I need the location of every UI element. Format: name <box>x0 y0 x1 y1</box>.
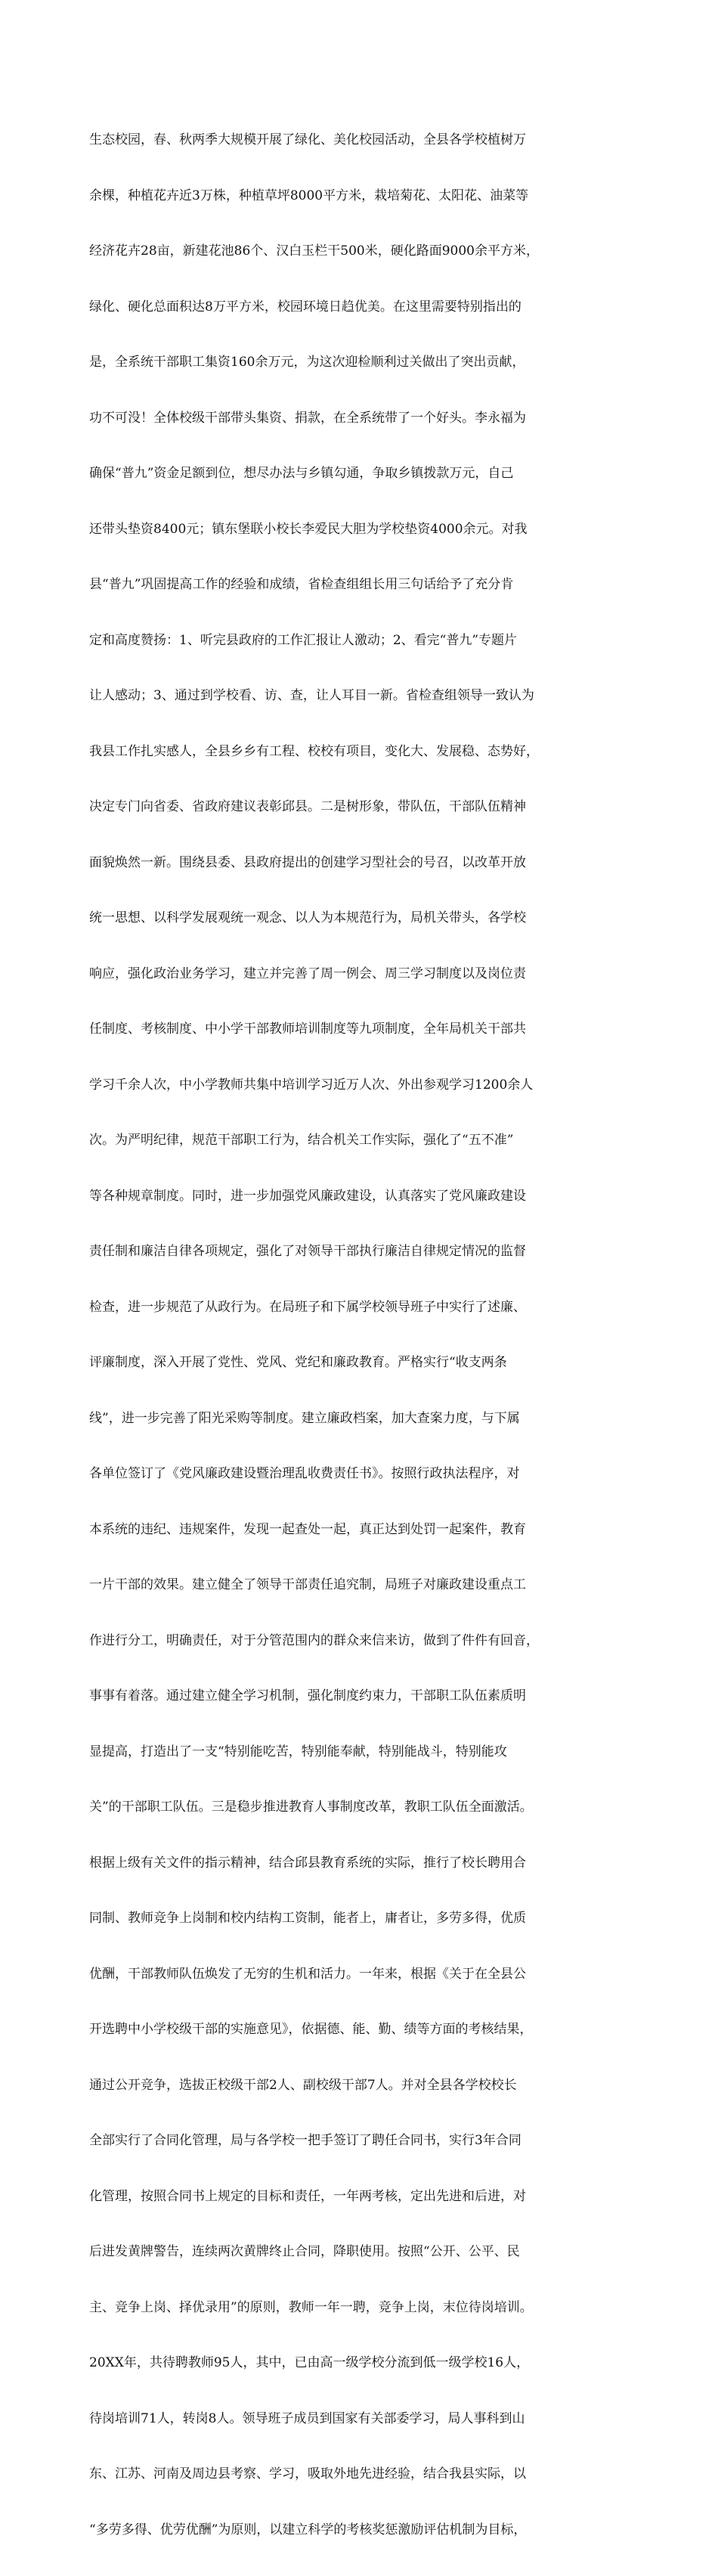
text-line: 我县工作扎实感人，全县乡乡有工程、校校有项目，变化大、发展稳、态势好， <box>89 743 539 759</box>
text-line: 全部实行了合同化管理，局与各学校一把手签订了聘任合同书，实行3年合同 <box>89 2133 521 2148</box>
text-line: “多劳多得、优劳优酬”为原则，以建立科学的考核奖惩激励评估机制为目标， <box>89 2522 527 2537</box>
text-line: 等各种规章制度。同时，进一步加强党风廉政建设，认真落实了党风廉政建设 <box>89 1188 526 1204</box>
text-line: 化管理，按照合同书上规定的目标和责任，一年两考核，定出先进和后进，对 <box>89 2188 526 2204</box>
text-line: 开选聘中小学校级干部的实施意见》，依据德、能、勤、绩等方面的考核结果， <box>89 2022 533 2037</box>
text-line: 责任制和廉洁自律各项规定，强化了对领导干部执行廉洁自律规定情况的监督 <box>89 1244 526 1259</box>
text-line: 绿化、硬化总面积达8万平方米，校园环境日趋优美。在这里需要特别指出的 <box>89 299 521 315</box>
text-line: 主、竞争上岗、择优录用”的原则，教师一年一聘，竞争上岗，末位待岗培训。 <box>89 2299 533 2315</box>
text-line: 统一思想、以科学发展观统一观念、以人为本规范行为，局机关带头，各学校 <box>89 910 526 925</box>
text-line: 关”的干部职工队伍。三是稳步推进教育人事制度改革，教职工队伍全面激活。 <box>89 1799 533 1815</box>
text-line: 还带头垫资8400元；镇东堡联小校长李爱民大胆为学校垫资4000余元。对我 <box>89 521 528 537</box>
text-line: 一片干部的效果。建立健全了领导干部责任追究制，局班子对廉政建设重点工 <box>89 1577 526 1592</box>
text-line: 是，全系统干部职工集资160余万元，为这次迎检顺利过关做出了突出贡献， <box>89 355 525 370</box>
text-line: 确保“普九”资金足额到位，想尽办法与乡镇勾通，争取乡镇拨款万元，自己 <box>89 466 514 481</box>
text-line: 待岗培训71人，转岗8人。领导班子成员到国家有关部委学习，局人事科到山 <box>89 2410 525 2426</box>
text-line: 同制、教师竞争上岗制和校内结构工资制，能者上，庸者让，多劳多得，优质 <box>89 1911 526 1926</box>
text-line: 后进发黄牌警告，连续两次黄牌终止合同，降职使用。按照“公开、公平、民 <box>89 2244 520 2259</box>
text-line: 县“普九”巩固提高工作的经验和成绩，省检查组组长用三句话给予了充分肯 <box>89 577 514 592</box>
text-line: 20XX年，共待聘教师95人，其中，已由高一级学校分流到低一级学校16人， <box>89 2355 530 2370</box>
text-line: 次。为严明纪律，规范干部职工行为，结合机关工作实际，强化了“五不准” <box>89 1133 514 1148</box>
text-line: 评廉制度，深入开展了党性、党风、党纪和廉政教育。严格实行“收支两条 <box>89 1355 507 1370</box>
text-line: 本系统的违纪、违规案件，发现一起查处一起，真正达到处罚一起案件，教育 <box>89 1521 526 1537</box>
text-line: 面貌焕然一新。围绕县委、县政府提出的创建学习型社会的号召，以改革开放 <box>89 854 526 870</box>
text-line: 各单位签订了《党风廉政建设暨治理乱收费责任书》。按照行政执法程序，对 <box>89 1466 520 1481</box>
text-line: 任制度、考核制度、中小学干部教师培训制度等九项制度，全年局机关干部共 <box>89 1021 526 1037</box>
text-line: 检查，进一步规范了从政行为。在局班子和下属学校领导班子中实行了述廉、 <box>89 1299 526 1315</box>
text-line: 线”，进一步完善了阳光采购等制度。建立廉政档案，加大查案力度，与下属 <box>89 1410 520 1426</box>
text-line: 学习千余人次，中小学教师共集中培训学习近万人次、外出参观学习1200余人 <box>89 1077 534 1093</box>
text-line: 经济花卉28亩，新建花池86个、汉白玉栏干500米，硬化路面9000余平方米， <box>89 243 539 259</box>
text-line: 根据上级有关文件的指示精神，结合邱县教育系统的实际，推行了校长聘用合 <box>89 1855 526 1871</box>
text-line: 让人感动；3、通过到学校看、访、查，让人耳目一新。省检查组领导一致认为 <box>89 688 534 703</box>
text-line: 优酬，干部教师队伍焕发了无穷的生机和活力。一年来，根据《关于在全县公 <box>89 1966 526 1982</box>
text-line: 响应，强化政治业务学习，建立并完善了周一例会、周三学习制度以及岗位责 <box>89 966 526 981</box>
text-line: 功不可没！全体校级干部带头集资、捐款，在全系统带了一个好头。李永福为 <box>89 410 526 426</box>
text-line: 定和高度赞扬：1、听完县政府的工作汇报让人激动；2、看完“普九”专题片 <box>89 632 518 648</box>
text-line: 生态校园，春、秋两季大规模开展了绿化、美化校园活动，全县各学校植树万 <box>89 132 526 147</box>
text-line: 决定专门向省委、省政府建议表彰邱县。二是树形象，带队伍，干部队伍精神 <box>89 799 526 814</box>
text-line: 通过公开竞争，选拔正校级干部2人、副校级干部7人。并对全县各学校校长 <box>89 2077 517 2093</box>
text-line: 余棵，种植花卉近3万株，种植草坪8000平方米，栽培菊花、太阳花、油菜等 <box>89 188 529 203</box>
body-text <box>89 94 618 2576</box>
text-line: 东、江苏、河南及周边县考察、学习，吸取外地先进经验，结合我县实际，以 <box>89 2466 526 2481</box>
text-line: 显提高，打造出了一支“特别能吃苦，特别能奉献，特别能战斗，特别能攻 <box>89 1744 507 1759</box>
text-line: 作进行分工，明确责任，对于分管范围内的群众来信来访，做到了件件有回音， <box>89 1632 539 1648</box>
text-line: 事事有着落。通过建立健全学习机制，强化制度约束力，干部职工队伍素质明 <box>89 1688 526 1703</box>
